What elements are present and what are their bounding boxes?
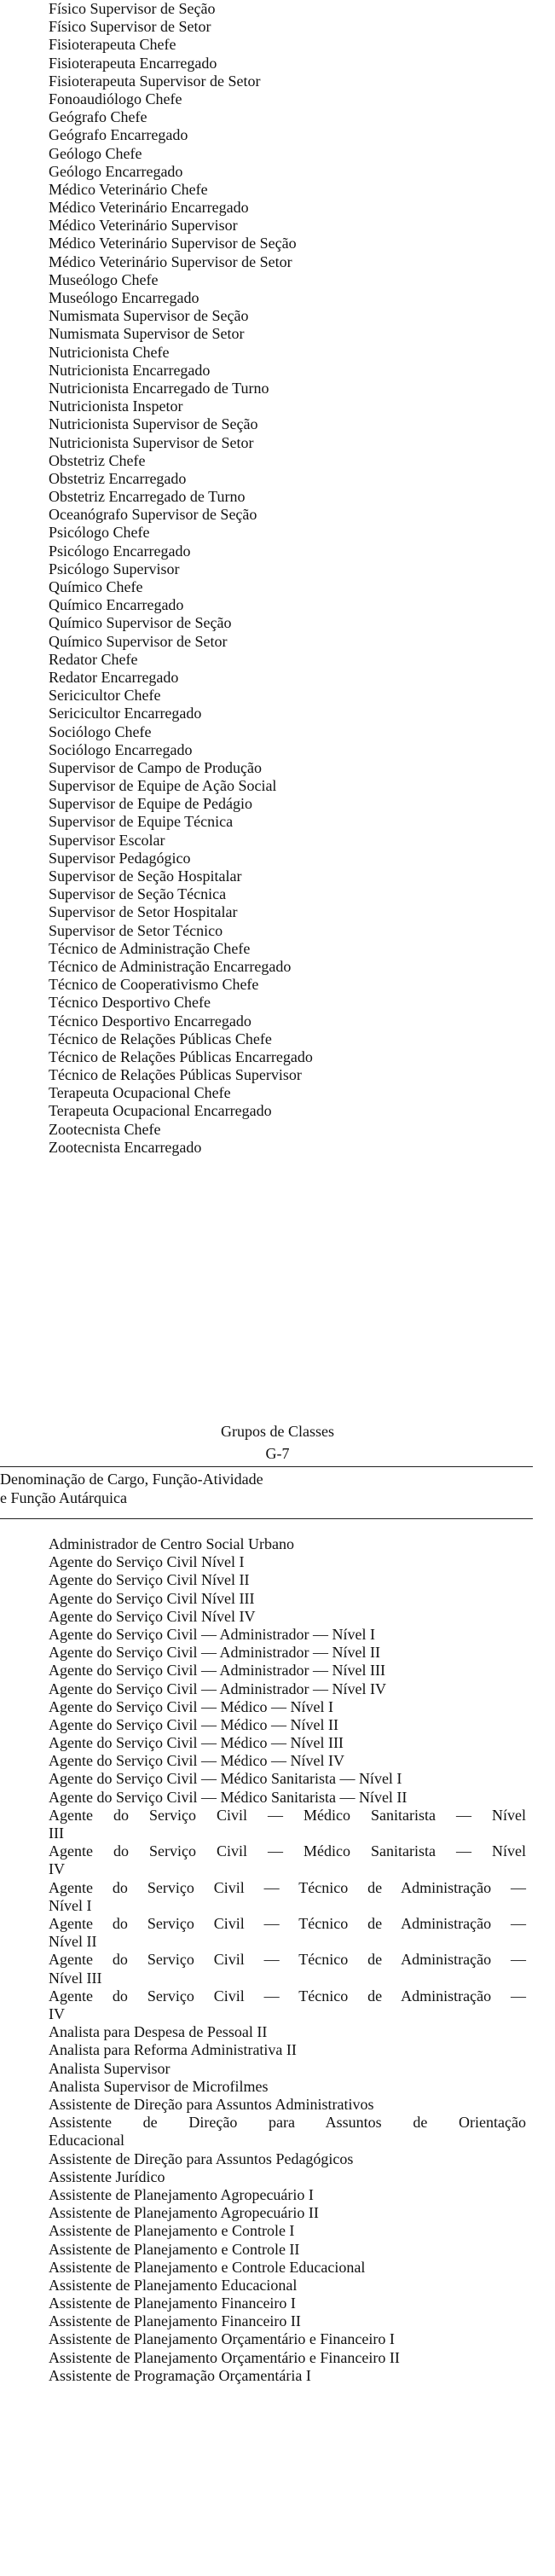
- list-item-line: Agente do Serviço Civil — Técnico de Administração —: [49, 1987, 526, 2005]
- list-item: Físico Supervisor de Seção: [49, 0, 216, 17]
- list-item: Numismata Supervisor de Seção: [49, 307, 249, 325]
- list-item: Médico Veterinário Chefe: [49, 180, 208, 198]
- list-item: Nutricionista Encarregado: [49, 361, 211, 379]
- list-item: Sericicultor Encarregado: [49, 705, 202, 722]
- list-item: Administrador de Centro Social Urbano: [49, 1535, 294, 1552]
- list-item: Assistente de Planejamento Orçamentário e Financeiro II: [49, 2348, 400, 2366]
- list-item: Obstetriz Chefe: [49, 451, 146, 469]
- list-item: Supervisor de Campo de Produção: [49, 758, 262, 776]
- list-item-line: Nível II: [49, 1933, 97, 1951]
- list-item: Numismata Supervisor de Setor: [49, 325, 245, 343]
- list-item: Químico Chefe: [49, 578, 143, 595]
- list-item: Zootecnista Chefe: [49, 1120, 161, 1138]
- list-item-line: IV: [49, 1860, 65, 1878]
- list-item: Analista Supervisor de Microfilmes: [49, 2077, 269, 2095]
- list-item: Sericicultor Chefe: [49, 687, 161, 705]
- list-item: Obstetriz Encarregado de Turno: [49, 488, 246, 506]
- list-item: Fisioterapeuta Supervisor de Setor: [49, 72, 261, 90]
- list-item: Terapeuta Ocupacional Chefe: [49, 1084, 231, 1102]
- list-item: Agente do Serviço Civil — Médico — Nível IV: [49, 1752, 344, 1770]
- group-code: G-7: [265, 1445, 290, 1462]
- list-item: Assistente de Programação Orçamentária I: [49, 2366, 311, 2384]
- column-header-line: e Função Autárquica: [0, 1489, 127, 1506]
- list-item-line: Agente do Serviço Civil — Médico Sanitarista — Nível: [49, 1806, 526, 1824]
- list-item-line: Nível I: [49, 1896, 92, 1914]
- list-item: Técnico de Relações Públicas Supervisor: [49, 1066, 302, 1084]
- list-item: Analista para Reforma Administrativa II: [49, 2041, 297, 2059]
- list-item-line: Agente do Serviço Civil — Técnico de Administração —: [49, 1915, 526, 1933]
- list-item: Assistente de Direção para Assuntos Pedagógicos: [49, 2150, 354, 2167]
- list-item: Assistente de Planejamento Agropecuário I: [49, 2185, 314, 2203]
- list-item: Técnico de Relações Públicas Encarregado: [49, 1047, 313, 1065]
- list-item: Geólogo Encarregado: [49, 162, 183, 180]
- list-item: Nutricionista Supervisor de Seção: [49, 415, 258, 433]
- list-item: Supervisor de Setor Técnico: [49, 921, 223, 939]
- list-item: Nutricionista Encarregado de Turno: [49, 379, 269, 397]
- list-item: Técnico de Cooperativismo Chefe: [49, 976, 259, 994]
- list-item: Psicólogo Chefe: [49, 524, 150, 542]
- list-item: [49, 1951, 526, 1987]
- list-item: Supervisor de Seção Técnica: [49, 885, 227, 903]
- list-item: Supervisor de Equipe Técnica: [49, 813, 234, 831]
- list-item-line: Educacional: [49, 2132, 124, 2150]
- list-item: Fonoaudiólogo Chefe: [49, 90, 182, 107]
- list-item: Agente do Serviço Civil Nível III: [49, 1589, 255, 1607]
- column-header: [0, 1470, 358, 1507]
- list-item: [49, 1915, 526, 1951]
- list-item: Agente do Serviço Civil — Administrador — Nível III: [49, 1662, 385, 1680]
- list-item: Geógrafo Chefe: [49, 108, 147, 126]
- list-item: Obstetriz Encarregado: [49, 469, 187, 487]
- list-item: Museólogo Chefe: [49, 270, 159, 288]
- list-item-line: Agente do Serviço Civil — Técnico de Administração —: [49, 1878, 526, 1896]
- list-item: Médico Veterinário Supervisor: [49, 217, 238, 235]
- list-item: Redator Encarregado: [49, 668, 179, 686]
- list-item: [49, 1879, 526, 1915]
- list-item: Assistente de Planejamento Orçamentário e Financeiro I: [49, 2330, 395, 2348]
- list-item: Assistente de Planejamento Financeiro II: [49, 2312, 301, 2330]
- list-item: Nutricionista Chefe: [49, 343, 170, 361]
- list-item: Assistente de Planejamento Financeiro I: [49, 2295, 296, 2312]
- column-header-line: Denominação de Cargo, Função-Atividade: [0, 1471, 263, 1488]
- list-item-line: IV: [49, 2005, 65, 2023]
- list-item: Supervisor Escolar: [49, 831, 165, 849]
- list-item: Supervisor de Equipe de Ação Social: [49, 777, 277, 795]
- list-item: Assistente de Planejamento e Controle Educacional: [49, 2258, 366, 2276]
- list-item: Físico Supervisor de Setor: [49, 18, 211, 36]
- list-item: Agente do Serviço Civil — Médico — Nível I: [49, 1697, 333, 1715]
- list-item: [49, 1987, 526, 2023]
- list-item: Médico Veterinário Encarregado: [49, 199, 249, 217]
- list-item: Assistente de Planejamento e Controle II: [49, 2240, 300, 2258]
- list-item: Assistente Jurídico: [49, 2167, 165, 2185]
- list-item: Médico Veterinário Supervisor de Setor: [49, 252, 292, 270]
- list-item: Nutricionista Inspetor: [49, 397, 183, 415]
- list-item: Sociólogo Chefe: [49, 722, 152, 740]
- list-item: Supervisor de Seção Hospitalar: [49, 867, 242, 885]
- list-item: Psicólogo Supervisor: [49, 560, 180, 577]
- list-item: Químico Encarregado: [49, 596, 184, 614]
- list-item: Técnico Desportivo Chefe: [49, 994, 211, 1012]
- list-item-line: Assistente de Direção para Assuntos de Orientação: [49, 2114, 526, 2132]
- job-title-list-continued: [49, 0, 313, 1157]
- list-item: Supervisor de Equipe de Pedágio: [49, 795, 252, 813]
- list-item-line: Agente do Serviço Civil — Técnico de Administração —: [49, 1951, 526, 1969]
- job-title-list-g7: [49, 1535, 526, 2385]
- list-item: Químico Supervisor de Seção: [49, 614, 232, 632]
- list-item: Técnico de Relações Públicas Chefe: [49, 1030, 272, 1047]
- list-item: Fisioterapeuta Encarregado: [49, 54, 217, 72]
- list-item: Agente do Serviço Civil — Médico — Nível III: [49, 1734, 344, 1752]
- list-item: Agente do Serviço Civil — Médico Sanitarista — Nível II: [49, 1788, 408, 1806]
- list-item: Agente do Serviço Civil Nível I: [49, 1553, 245, 1571]
- list-item: Agente do Serviço Civil — Administrador — Nível II: [49, 1644, 380, 1662]
- list-item: Geógrafo Encarregado: [49, 126, 188, 144]
- list-item: Médico Veterinário Supervisor de Seção: [49, 235, 297, 252]
- list-item: Supervisor de Setor Hospitalar: [49, 903, 238, 921]
- list-item: Museólogo Encarregado: [49, 289, 199, 306]
- list-item-line: Agente do Serviço Civil — Médico Sanitarista — Nível: [49, 1842, 526, 1860]
- list-item-line: Nível III: [49, 1969, 102, 1987]
- list-item: Agente do Serviço Civil Nível II: [49, 1571, 250, 1589]
- list-item: Fisioterapeuta Chefe: [49, 36, 176, 54]
- list-item: Agente do Serviço Civil — Administrador — Nível IV: [49, 1680, 386, 1697]
- list-item: [49, 1842, 526, 1878]
- list-item: [49, 2114, 526, 2150]
- list-item: Técnico de Administração Chefe: [49, 939, 251, 957]
- list-item: Assistente de Planejamento Agropecuário II: [49, 2204, 319, 2222]
- list-item: Zootecnista Encarregado: [49, 1138, 202, 1156]
- list-item: Assistente de Direção para Assuntos Administrativos: [49, 2096, 374, 2113]
- list-item: Nutricionista Supervisor de Setor: [49, 433, 254, 451]
- header-rule-top: [0, 1466, 533, 1467]
- list-item: Analista para Despesa de Pessoal II: [49, 2023, 268, 2041]
- list-item: Sociólogo Encarregado: [49, 740, 193, 758]
- list-item: Químico Supervisor de Setor: [49, 632, 228, 650]
- list-item: Redator Chefe: [49, 650, 138, 668]
- list-item: Assistente de Planejamento Educacional: [49, 2276, 298, 2294]
- list-item: Agente do Serviço Civil — Médico Sanitarista — Nível I: [49, 1770, 402, 1788]
- list-item: Agente do Serviço Civil Nível IV: [49, 1607, 256, 1625]
- list-item: Agente do Serviço Civil — Médico — Nível II: [49, 1715, 338, 1733]
- header-rule-bottom: [0, 1518, 533, 1519]
- list-item: Geólogo Chefe: [49, 144, 142, 162]
- section-title: Grupos de Classes: [221, 1423, 334, 1440]
- list-item: Assistente de Planejamento e Controle I: [49, 2222, 295, 2240]
- list-item: Oceanógrafo Supervisor de Seção: [49, 506, 257, 524]
- list-item: Psicólogo Encarregado: [49, 542, 191, 560]
- list-item: [49, 1807, 526, 1842]
- list-item-line: III: [49, 1825, 64, 1842]
- list-item: Analista Supervisor: [49, 2059, 171, 2077]
- list-item: Técnico de Administração Encarregado: [49, 957, 292, 975]
- list-item: Supervisor Pedagógico: [49, 849, 191, 867]
- list-item: Terapeuta Ocupacional Encarregado: [49, 1102, 272, 1120]
- list-item: Agente do Serviço Civil — Administrador — Nível I: [49, 1625, 375, 1643]
- list-item: Técnico Desportivo Encarregado: [49, 1012, 251, 1030]
